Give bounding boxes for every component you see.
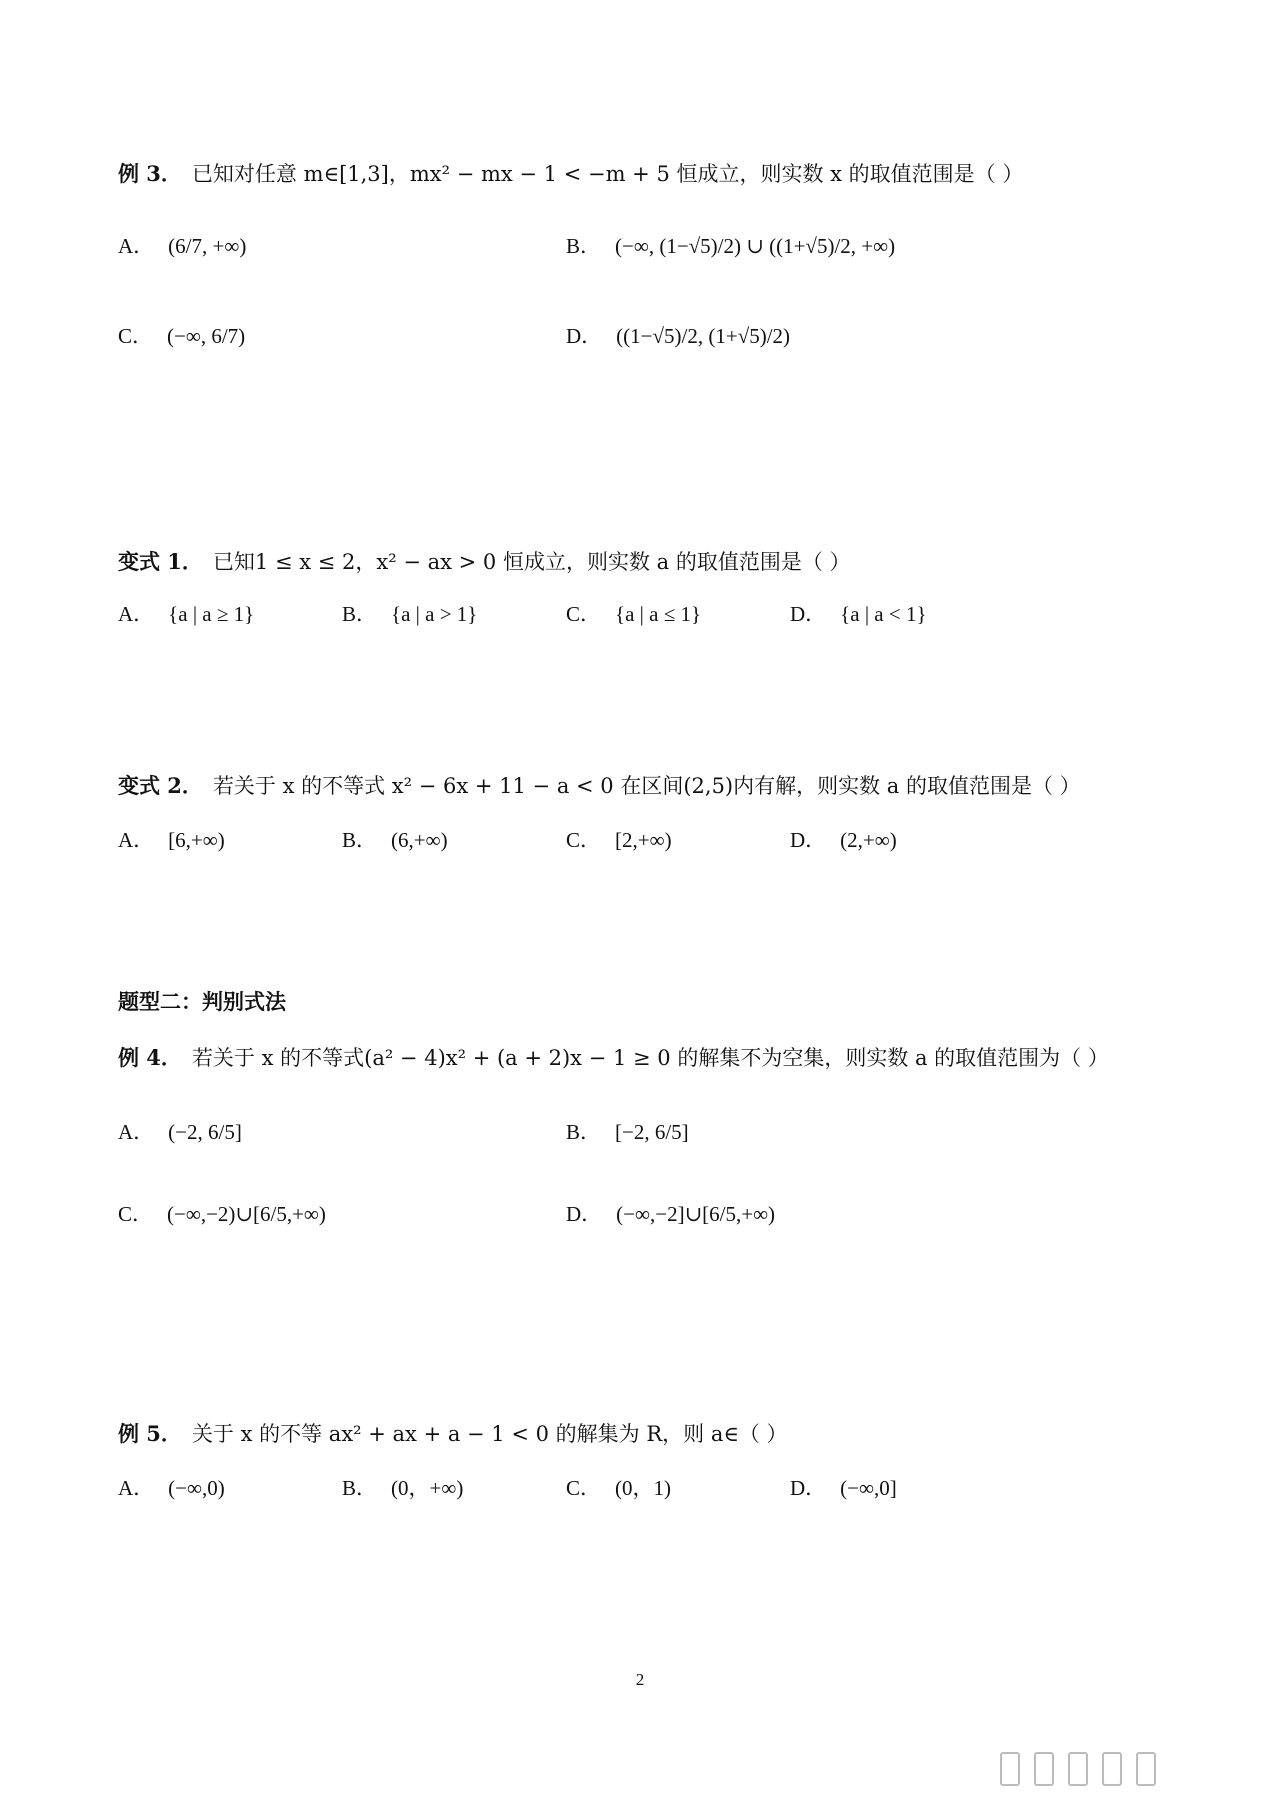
- option-value: {a | a < 1}: [840, 602, 927, 626]
- example4-option-c[interactable]: [118, 1200, 326, 1228]
- scan-mark-bar: [1102, 1752, 1122, 1786]
- option-value: (6/7, +∞): [168, 234, 247, 258]
- option-value: (−∞,0]: [840, 1476, 897, 1500]
- option-value: (−∞,0): [168, 1476, 225, 1500]
- example5-label: 例 5．: [118, 1421, 182, 1446]
- variant2-stem: [118, 772, 1081, 800]
- example3-option-c[interactable]: [118, 322, 245, 350]
- option-value: (−∞,−2)∪[6/5,+∞): [167, 1202, 326, 1226]
- scan-mark-bar: [1136, 1752, 1156, 1786]
- example4-option-b[interactable]: [566, 1118, 689, 1146]
- example3-label: 例 3．: [118, 161, 182, 186]
- variant2-text: 若关于 x 的不等式 x² − 6x + 11 − a < 0 在区间(2,5)内有解，则实数 a 的取值范围是（ ）: [212, 774, 1081, 798]
- option-letter: A．: [118, 828, 155, 852]
- option-letter: B．: [566, 234, 602, 258]
- variant2-option-b[interactable]: [342, 826, 448, 854]
- example4-option-a[interactable]: [118, 1118, 242, 1146]
- option-value: (0，1): [615, 1476, 672, 1500]
- option-letter: C．: [118, 324, 154, 348]
- option-letter: C．: [118, 1202, 154, 1226]
- page-number: 2: [635, 1670, 645, 1689]
- option-letter: D．: [790, 602, 827, 626]
- option-value: (−∞, (1−√5)/2) ∪ ((1+√5)/2, +∞): [615, 234, 896, 258]
- option-letter: C．: [566, 1476, 602, 1500]
- example3-stem: [118, 160, 1023, 188]
- option-letter: D．: [790, 828, 827, 852]
- option-value: (6,+∞): [391, 828, 448, 852]
- option-value: (−∞,−2]∪[6/5,+∞): [616, 1202, 776, 1226]
- option-letter: B．: [342, 828, 378, 852]
- option-value: (0，+∞): [391, 1476, 464, 1500]
- option-letter: A．: [118, 1120, 155, 1144]
- option-letter: C．: [566, 828, 602, 852]
- variant1-option-c[interactable]: [566, 600, 701, 628]
- variant1-text: 已知1 ≤ x ≤ 2，x² − ax > 0 恒成立，则实数 a 的取值范围是（ ）: [212, 550, 851, 574]
- option-letter: A．: [118, 602, 155, 626]
- variant1-label: 变式 1．: [118, 549, 203, 574]
- example5-option-a[interactable]: [118, 1474, 225, 1502]
- variant2-option-d[interactable]: [790, 826, 897, 854]
- variant1-option-a[interactable]: [118, 600, 254, 628]
- option-value: [−2, 6/5]: [615, 1120, 689, 1144]
- option-letter: B．: [566, 1120, 602, 1144]
- section-title: 题型二：判别式法: [118, 989, 286, 1014]
- example5-option-d[interactable]: [790, 1474, 897, 1502]
- option-letter: D．: [790, 1476, 827, 1500]
- option-value: (−2, 6/5]: [168, 1120, 242, 1144]
- example3-text: 已知对任意 m∈[1,3]，mx² − mx − 1 < −m + 5 恒成立，则实数 x 的取值范围是（ ）: [191, 162, 1024, 186]
- option-letter: C．: [566, 602, 602, 626]
- example5-stem: [118, 1420, 788, 1448]
- option-value: (−∞, 6/7): [167, 324, 246, 348]
- variant1-option-b[interactable]: [342, 600, 477, 628]
- option-letter: B．: [342, 602, 378, 626]
- example3-option-a[interactable]: [118, 232, 246, 260]
- option-value: [6,+∞): [168, 828, 225, 852]
- option-letter: B．: [342, 1476, 378, 1500]
- option-value: (2,+∞): [840, 828, 897, 852]
- variant2-option-c[interactable]: [566, 826, 672, 854]
- scan-mark-bar: [1000, 1752, 1020, 1786]
- example3-option-d[interactable]: [566, 322, 790, 350]
- example4-label: 例 4．: [118, 1045, 182, 1070]
- example4-stem: [118, 1044, 1109, 1072]
- option-value: {a | a ≤ 1}: [615, 602, 702, 626]
- example5-text: 关于 x 的不等 ax² + ax + a − 1 < 0 的解集为 R，则 a∈（ ）: [191, 1422, 788, 1446]
- option-value: [2,+∞): [615, 828, 672, 852]
- variant2-option-a[interactable]: [118, 826, 225, 854]
- example3-option-b[interactable]: [566, 232, 895, 260]
- option-letter: D．: [566, 324, 603, 348]
- option-value: {a | a ≥ 1}: [168, 602, 255, 626]
- variant2-label: 变式 2．: [118, 773, 203, 798]
- variant1-option-d[interactable]: [790, 600, 927, 628]
- scan-mark-bar: [1068, 1752, 1088, 1786]
- example5-option-b[interactable]: [342, 1474, 463, 1502]
- option-value: ((1−√5)/2, (1+√5)/2): [616, 324, 791, 348]
- scan-mark-bar: [1034, 1752, 1054, 1786]
- option-letter: D．: [566, 1202, 603, 1226]
- example4-text: 若关于 x 的不等式(a² − 4)x² + (a + 2)x − 1 ≥ 0 的解集不为空集，则实数 a 的取值范围为（ ）: [191, 1046, 1109, 1070]
- variant1-stem: [118, 548, 851, 576]
- option-letter: A．: [118, 1476, 155, 1500]
- example5-option-c[interactable]: [566, 1474, 671, 1502]
- option-value: {a | a > 1}: [391, 602, 478, 626]
- option-letter: A．: [118, 234, 155, 258]
- example4-option-d[interactable]: [566, 1200, 775, 1228]
- scan-mark-decoration: [1000, 1752, 1156, 1786]
